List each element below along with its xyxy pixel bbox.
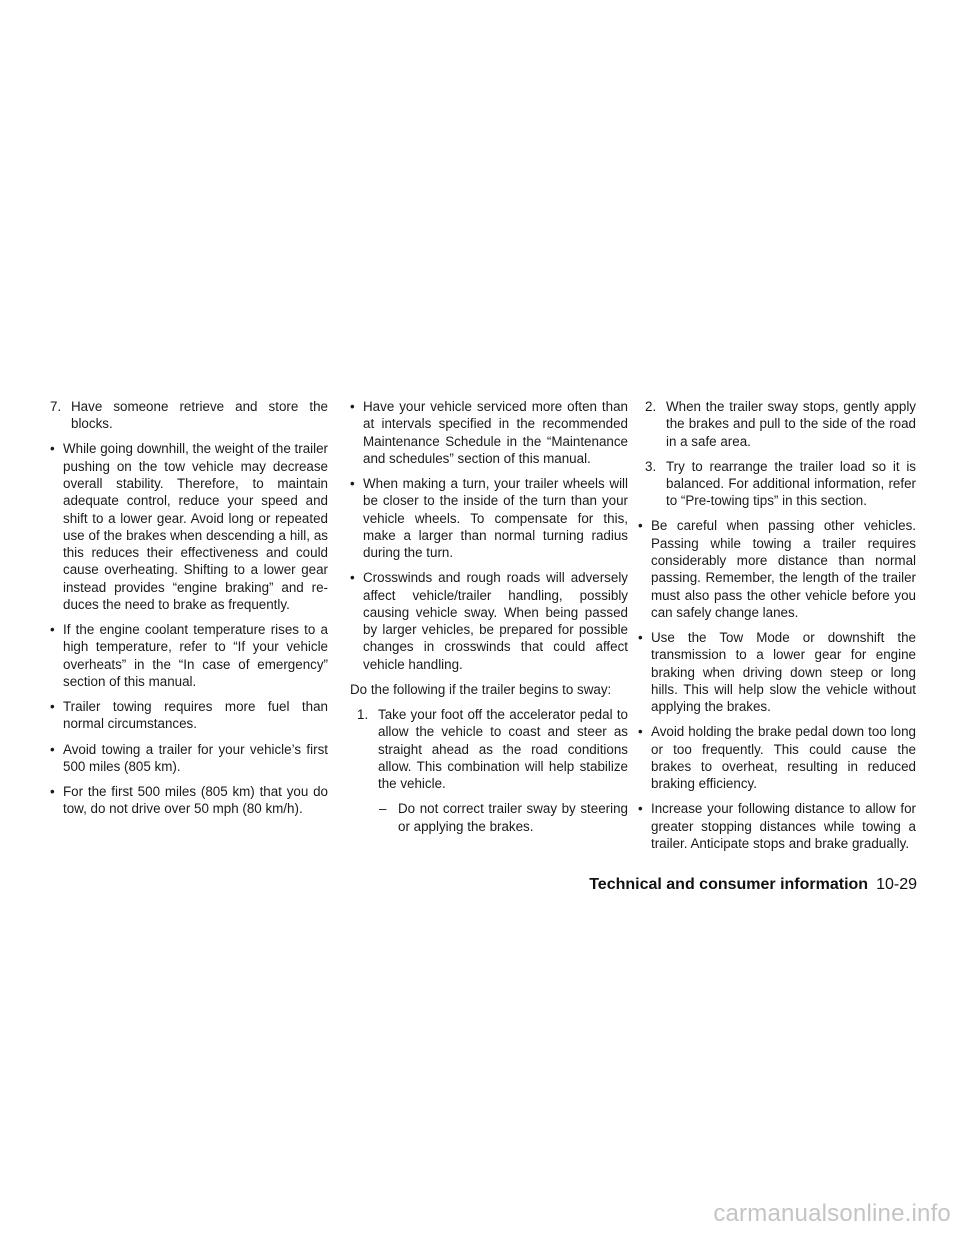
list-item-text: Crosswinds and rough roads will adversely affect vehicle/trailer handling, possibly causing vehicle sway. When being passed by larger vehicles, be prepared for possible changes in crosswinds that could affect vehicle handling. (363, 570, 628, 672)
bullet-icon: • (50, 441, 55, 457)
step-number: 7. (50, 399, 62, 414)
column-2 (350, 398, 628, 843)
list-item (50, 783, 328, 818)
list-item (50, 741, 328, 776)
step-7 (50, 398, 328, 433)
step-text: Try to rearrange the trailer load so it is balanced. For additional information, refer to “Pre-towing tips” in this section. (666, 458, 916, 509)
list-item (50, 698, 328, 733)
watermark: carmanualsonline.info (713, 1200, 951, 1227)
bullet-icon: • (50, 741, 55, 757)
list-item (350, 398, 628, 467)
bullet-icon: • (350, 399, 355, 414)
dash-note-text: Do not correct trailer sway by steering or applying the brakes. (398, 801, 628, 834)
list-item-text: Trailer towing requires more fuel than normal circumstances. (63, 699, 328, 732)
bullet-icon: • (350, 475, 355, 491)
step-text: When the trailer sway stops, gently apply the brakes and pull to the side of the road in a safe area. (666, 399, 916, 449)
column-1 (50, 398, 328, 825)
step-3 (645, 458, 916, 510)
list-item (50, 621, 328, 690)
bullet-icon: • (638, 801, 643, 817)
list-item-text: Use the Tow Mode or downshift the transmission to a lower gear for engine braking when driving down steep or long hills. This will help slow the vehicle without applying the brakes. (651, 629, 916, 715)
list-item-text: For the first 500 miles (805 km) that you do tow, do not drive over 50 mph (80 km/h). (63, 783, 328, 817)
bullet-icon: • (638, 518, 643, 534)
page-footer (589, 875, 917, 895)
list-item (638, 723, 916, 792)
dash-note (350, 800, 628, 835)
list-item (638, 629, 916, 715)
list-item-text: If the engine coolant temperature rises to a high temperature, refer to “If your vehicle overheats” in the “In case of emergency” section of this manual. (63, 622, 328, 690)
bullet-icon: • (50, 699, 55, 715)
bullet-icon: • (50, 622, 55, 638)
step-text: Have someone retrieve and store the blocks. (71, 399, 328, 432)
bullet-icon: • (50, 783, 55, 799)
page-number: 10-29 (876, 876, 917, 893)
column-3 (638, 398, 916, 860)
step-2 (645, 398, 916, 450)
list-item (638, 517, 916, 621)
bullet-icon: • (638, 629, 643, 645)
list-item-text: While going downhill, the weight of the trailer pushing on the tow vehicle may decrease overall stability. Therefore, to maintain adequate control, reduce your speed and shift to a lower gear. Avoid long or repeated use of the brakes when descending a hill, as this reduces their effectiveness and could cause overheating. Shifting to a lower gear instead provides “engine braking” and reduces the need to brake as frequently. (63, 441, 328, 613)
bullet-icon: • (350, 570, 355, 586)
list-item (638, 800, 916, 852)
bullet-icon: • (638, 724, 643, 740)
list-item-text: Be careful when passing other vehicles. Passing while towing a trailer requires considerably more distance than normal passing. Remember, the length of the trailer must also pass the other vehicle before you can safely change lanes. (651, 518, 916, 620)
list-item (350, 475, 628, 561)
list-item-text: When making a turn, your trailer wheels will be closer to the inside of the turn than your vehicle wheels. To compensate for this, make a larger than normal turning radius during the turn. (363, 475, 628, 561)
step-number: 2. (645, 399, 657, 414)
step-number: 3. (645, 458, 657, 474)
list-item-text: Increase your following distance to allow for greater stopping distances while towing a trailer. Anticipate stops and brake gradually. (651, 801, 916, 851)
list-item (350, 569, 628, 673)
sway-intro-paragraph: Do the following if the trailer begins to sway: (350, 681, 612, 697)
step-1 (357, 706, 628, 792)
list-item-text: Avoid holding the brake pedal down too long or too frequently. This could cause the brakes to overheat, resulting in reduced braking efficiency. (651, 724, 916, 792)
section-title: Technical and consumer information (589, 876, 869, 893)
list-item (50, 440, 328, 613)
list-item-text: Avoid towing a trailer for your vehicle’s first 500 miles (805 km). (63, 741, 328, 774)
list-item-text: Have your vehicle serviced more often than at intervals specified in the recommended Maintenance Schedule in the “Maintenance and schedules” section of this manual. (363, 399, 628, 466)
dash-icon: – (379, 801, 387, 817)
step-text: Take your foot off the accelerator pedal to allow the vehicle to coast and steer as straight ahead as the road conditions allow. This combination will help stabilize the vehicle. (378, 706, 628, 792)
step-number: 1. (357, 706, 369, 722)
